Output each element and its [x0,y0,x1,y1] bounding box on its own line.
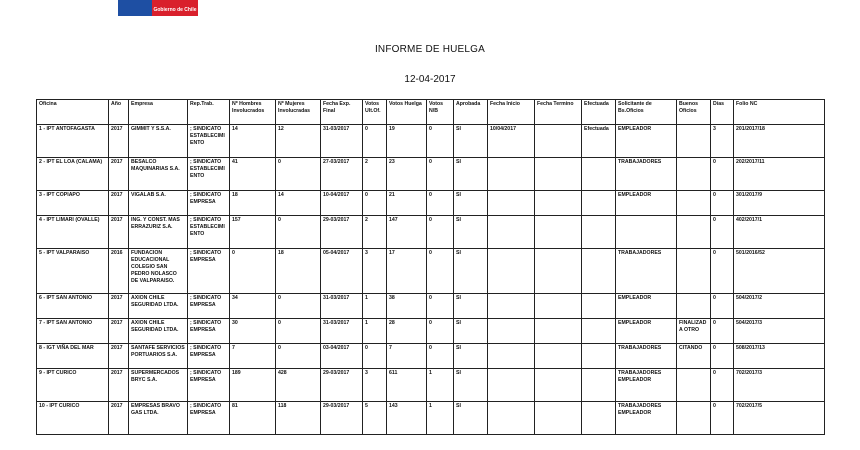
table-cell: 2 [363,216,387,249]
table-cell: 301/2017/9 [734,191,825,216]
table-cell [582,249,616,294]
table-cell: 7 - IPT SAN ANTONIO [37,319,109,344]
table-cell: 27-03/2017 [321,158,363,191]
table-cell: 504/2017/3 [734,319,825,344]
table-header-row [37,100,825,125]
table-cell: 2017 [109,319,129,344]
table-cell: EMPLEADOR [616,191,677,216]
table-cell: 2017 [109,294,129,319]
table-cell: 3 [363,249,387,294]
table-cell [535,369,582,402]
table-cell: 5 - IPT VALPARAISO [37,249,109,294]
table-cell: 05-04/2017 [321,249,363,294]
table-cell [535,344,582,369]
table-row [37,344,825,369]
table-cell: 0 [276,216,321,249]
table-cell: SI [454,125,488,158]
gobierno-logo [118,0,198,16]
table-cell: SUPERMERCADOS BRYC S.A. [129,369,188,402]
table-cell: SI [454,319,488,344]
table-cell: 81 [230,402,276,435]
table-cell: SANTAFE SERVICIOS PORTUARIOS S.A. [129,344,188,369]
table-cell: SI [454,294,488,319]
table-cell: 0 [711,294,734,319]
table-cell: FUNDACION EDUCACIONAL COLEGIO SAN PEDRO NOLASCO DE VALPARAISO. [129,249,188,294]
table-cell: 428 [276,369,321,402]
column-header: Solicitante de Bs.Oficios [616,100,677,125]
table-cell: 501/2016/52 [734,249,825,294]
table-cell [488,369,535,402]
table-cell: 23 [387,158,427,191]
table-cell [582,344,616,369]
table-cell: 14 [230,125,276,158]
column-header: Año [109,100,129,125]
table-cell [535,249,582,294]
table-cell: 508/2017/13 [734,344,825,369]
table-cell: 29-03/2017 [321,369,363,402]
table-body [37,125,825,435]
column-header: Folio NC [734,100,825,125]
table-cell: TRABAJADORES EMPLEADOR [616,369,677,402]
table-row [37,402,825,435]
table-cell: ; SINDICATO ESTABLECIMIENTO [188,125,230,158]
table-cell: 0 [276,294,321,319]
column-header: Nº Hombres Involucrados [230,100,276,125]
table-cell: 147 [387,216,427,249]
table-cell: SI [454,191,488,216]
table-cell: 402/2017/1 [734,216,825,249]
table-cell: 0 [276,319,321,344]
table-cell: 31-03/2017 [321,125,363,158]
table-cell: SI [454,249,488,294]
table-cell: TRABAJADORES EMPLEADOR [616,402,677,435]
table-cell: 2017 [109,369,129,402]
table-cell: 143 [387,402,427,435]
table-row [37,369,825,402]
table-cell: 0 [427,344,454,369]
table-cell: 702/2017/5 [734,402,825,435]
table-cell: 9 - IPT CURICO [37,369,109,402]
table-cell: 1 [427,402,454,435]
table-cell: 31-03/2017 [321,294,363,319]
table-cell: 7 [230,344,276,369]
column-header: Votos N/B [427,100,454,125]
table-row [37,319,825,344]
table-cell: TRABAJADORES [616,158,677,191]
column-header: Días [711,100,734,125]
table-cell: 2 [363,158,387,191]
table-cell [488,216,535,249]
column-header: Buenos Oficios [677,100,711,125]
table-cell [677,294,711,319]
table-cell: 2017 [109,402,129,435]
table-cell [582,402,616,435]
column-header: Votos Ult.Of. [363,100,387,125]
table-cell [488,191,535,216]
table-cell: 0 [427,125,454,158]
table-cell: 0 [276,158,321,191]
column-header: Votos Huelga [387,100,427,125]
table-cell: 2017 [109,216,129,249]
table-row [37,125,825,158]
table-cell: EMPLEADOR [616,125,677,158]
table-cell: VIGALAB S.A. [129,191,188,216]
table-row [37,294,825,319]
table-cell: 0 [711,344,734,369]
table-row [37,249,825,294]
table-cell: FINALIZADA OTRO [677,319,711,344]
table-cell: 0 [276,344,321,369]
table-cell: 0 [711,216,734,249]
column-header: Fecha Inicio [488,100,535,125]
table-cell: SI [454,216,488,249]
table-cell: ; SINDICATO EMPRESA [188,344,230,369]
table-cell: 0 [427,249,454,294]
table-cell: ; SINDICATO EMPRESA [188,319,230,344]
table-cell: 2016 [109,249,129,294]
table-cell: 3 - IPT COPIAPO [37,191,109,216]
table-cell: 10/04/2017 [488,125,535,158]
column-header: Nº Mujeres Involucradas [276,100,321,125]
column-header: Fecha Termino [535,100,582,125]
table-cell: 2017 [109,125,129,158]
table-cell: 10 - IPT CURICO [37,402,109,435]
table-cell: ; SINDICATO ESTABLECIMIENTO [188,216,230,249]
table-cell: 0 [711,158,734,191]
table-row [37,158,825,191]
table-cell: Efectuada [582,125,616,158]
table-row [37,216,825,249]
table-cell: 29-03/2017 [321,402,363,435]
table-cell [488,402,535,435]
table-cell: 6 - IPT SAN ANTONIO [37,294,109,319]
table-cell: 611 [387,369,427,402]
table-cell: 0 [427,191,454,216]
table-cell: 18 [230,191,276,216]
table-cell: 30 [230,319,276,344]
table-cell: 1 [427,369,454,402]
column-header: Empresa [129,100,188,125]
table-cell: 0 [427,319,454,344]
table-cell [616,216,677,249]
table-cell: 0 [711,402,734,435]
table-cell: 5 [363,402,387,435]
table-cell: 0 [363,125,387,158]
table-cell: TRABAJADORES [616,344,677,369]
table-cell [582,369,616,402]
table-cell [488,319,535,344]
table-cell: 12 [276,125,321,158]
table-cell: 41 [230,158,276,191]
table-cell: 3 [711,125,734,158]
column-header: Fecha Exp. Final [321,100,363,125]
table-cell [488,344,535,369]
table-cell: 34 [230,294,276,319]
table-cell: 2 - IPT EL LOA (CALAMA) [37,158,109,191]
table-cell [535,319,582,344]
table-cell: 0 [711,369,734,402]
table-cell: 201/2017/18 [734,125,825,158]
table-cell: ; SINDICATO EMPRESA [188,249,230,294]
table-cell [488,294,535,319]
table-cell: EMPLEADOR [616,319,677,344]
table-cell: 4 - IPT LIMARI (OVALLE) [37,216,109,249]
table-cell: TRABAJADORES [616,249,677,294]
table-cell: SI [454,344,488,369]
table-cell: 31-03/2017 [321,319,363,344]
table-cell: SI [454,369,488,402]
table-cell [677,125,711,158]
column-header: Efectuada [582,100,616,125]
table-cell [535,125,582,158]
table-cell [582,294,616,319]
table-cell [677,191,711,216]
table-cell: 1 [363,319,387,344]
table-cell: SI [454,402,488,435]
table-cell: 29-03/2017 [321,216,363,249]
table-cell: 2017 [109,344,129,369]
table-cell: 7 [387,344,427,369]
table-cell: 202/2017/11 [734,158,825,191]
table-cell: ; SINDICATO EMPRESA [188,369,230,402]
table-cell: 0 [427,294,454,319]
table-cell [677,249,711,294]
table-cell: 1 - IPT ANTOFAGASTA [37,125,109,158]
table-cell [582,216,616,249]
table-cell [535,402,582,435]
table-cell: AXION CHILE SEGURIDAD LTDA. [129,319,188,344]
column-header: Rep.Trab. [188,100,230,125]
table-cell: 702/2017/3 [734,369,825,402]
table-cell [488,249,535,294]
table-cell: 0 [427,216,454,249]
table-cell: 2017 [109,191,129,216]
table-cell [582,319,616,344]
table-cell [582,158,616,191]
table-cell [582,191,616,216]
table-cell: 0 [711,191,734,216]
report-date: 12-04-2017 [404,74,456,85]
table-cell: ; SINDICATO EMPRESA [188,191,230,216]
table-cell [535,191,582,216]
table-cell: ING. Y CONST. MAS ERRAZURIZ S.A. [129,216,188,249]
table-cell: 0 [711,249,734,294]
table-cell: 0 [711,319,734,344]
table-cell [535,294,582,319]
table-cell [677,402,711,435]
table-cell: CITANDO [677,344,711,369]
table-cell: ; SINDICATO EMPRESA [188,402,230,435]
table-cell: 157 [230,216,276,249]
table-cell: 0 [363,191,387,216]
table-cell: BESALCO MAQUINARIAS S.A. [129,158,188,191]
table-cell [677,216,711,249]
table-cell: 18 [276,249,321,294]
report-title: INFORME DE HUELGA [374,44,486,55]
table-cell: ; SINDICATO ESTABLECIMIENTO [188,158,230,191]
table-cell: 118 [276,402,321,435]
table-cell [677,369,711,402]
table-cell: 38 [387,294,427,319]
table-cell: 10-04/2017 [321,191,363,216]
table-cell [488,158,535,191]
table-row [37,191,825,216]
logo-text: Gobierno de Chile [153,7,197,13]
table-cell: 17 [387,249,427,294]
table-cell: 3 [363,369,387,402]
table-cell: 28 [387,319,427,344]
table-cell [677,158,711,191]
table-cell: 189 [230,369,276,402]
table-cell: ; SINDICATO EMPRESA [188,294,230,319]
table-cell [535,216,582,249]
strike-report-table [36,99,825,435]
table-cell: EMPLEADOR [616,294,677,319]
logo-blue-block [118,0,152,16]
table-cell: 19 [387,125,427,158]
table-cell: 14 [276,191,321,216]
table-cell: 0 [230,249,276,294]
column-header: Aprobada [454,100,488,125]
table-cell [535,158,582,191]
column-header: Oficina [37,100,109,125]
table-cell: 8 - IGT VIÑA DEL MAR [37,344,109,369]
table-cell: 504/2017/2 [734,294,825,319]
table-cell: 2017 [109,158,129,191]
table-cell: 03-04/2017 [321,344,363,369]
table-cell: SI [454,158,488,191]
table-cell: GIMMIT Y S.S.A. [129,125,188,158]
table-cell: EMPRESAS BRAVO GAS LTDA. [129,402,188,435]
table-cell: 0 [363,344,387,369]
table-cell: AXION CHILE SEGURIDAD LTDA. [129,294,188,319]
table-cell: 1 [363,294,387,319]
table-cell: 0 [427,158,454,191]
table-cell: 21 [387,191,427,216]
